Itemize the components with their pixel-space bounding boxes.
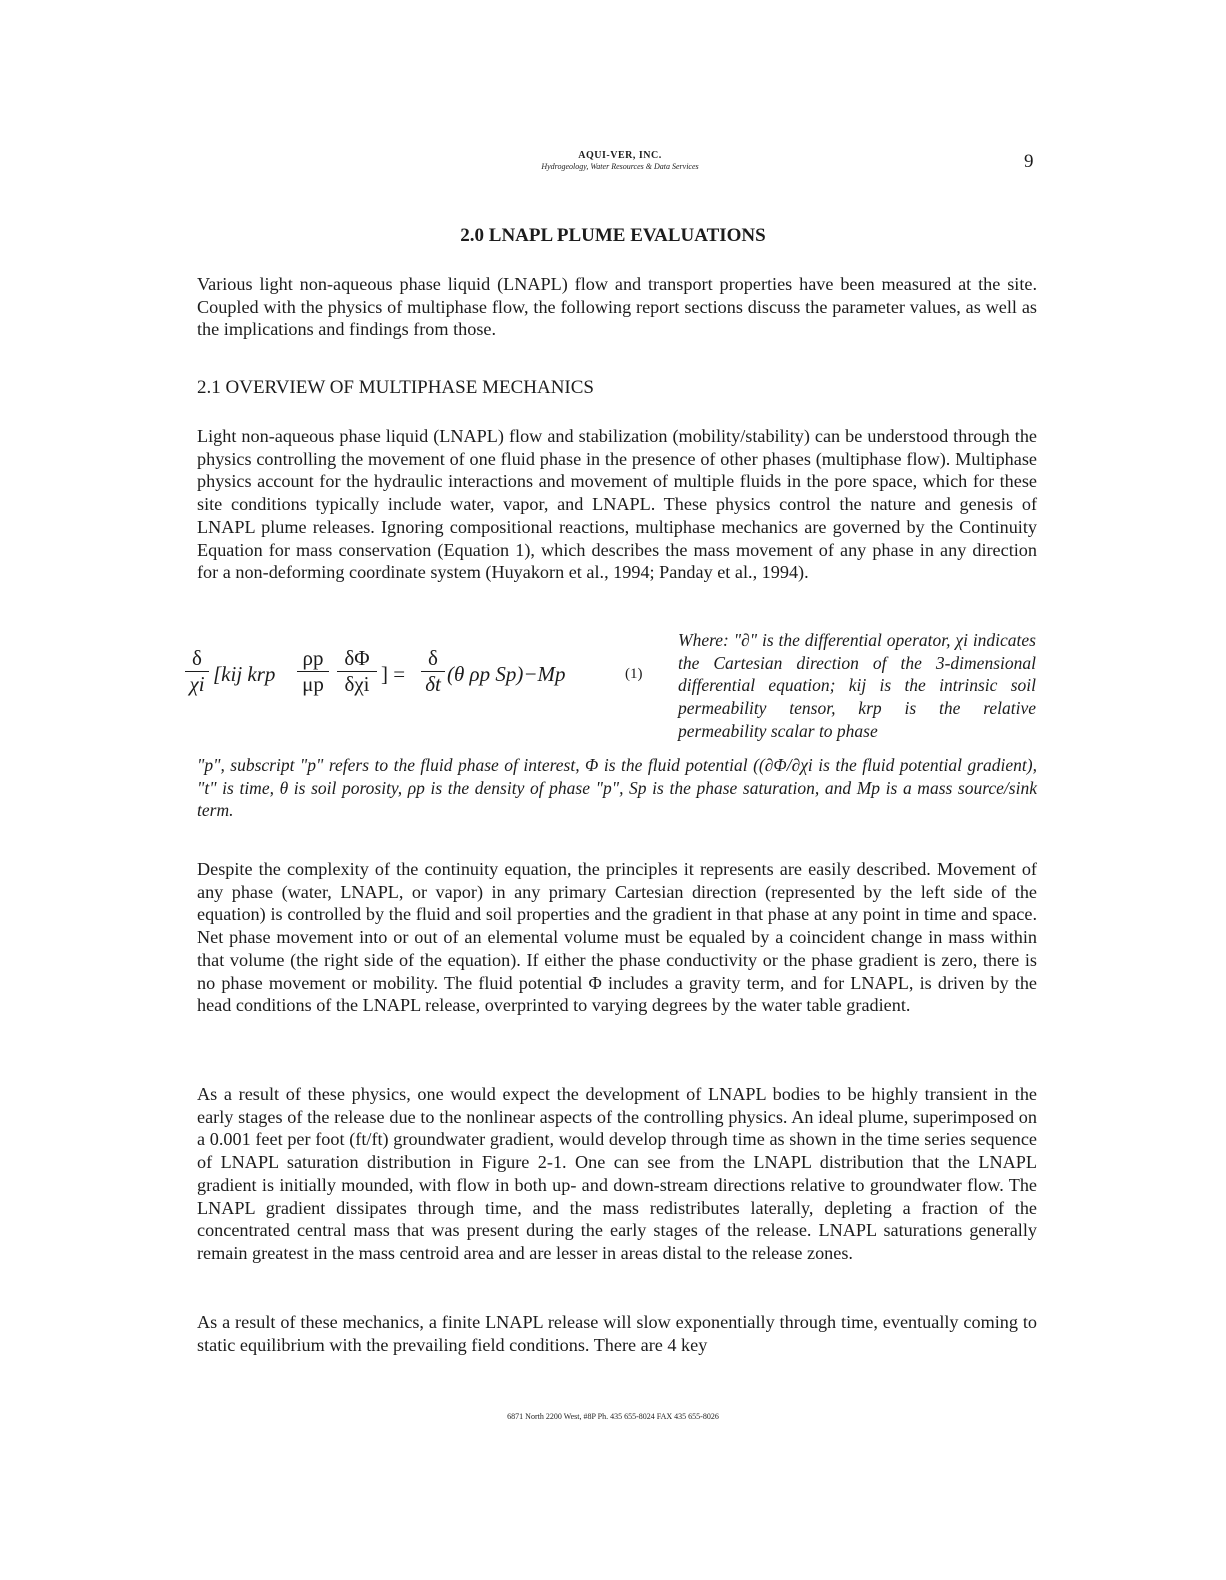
lhs-numerator: δ (192, 646, 202, 670)
rhs-numerator: δ (428, 646, 438, 670)
page-number: 9 (1024, 151, 1034, 172)
continuity-equation (185, 648, 665, 724)
physics-paragraph: As a result of these physics, one would expect the development of LNAPL bodies to be highly transient in the early stages of the release due to the nonlinear aspects of the controlling physics. An ideal plume, superimposed on a 0.001 feet per foot (ft/ft) groundwater gradient, would develop through time as shown in the time series sequence of LNAPL saturation distribution in Figure 2-1. One can see from the LNAPL distribution that the LNAPL gradient is initially mounded, with flow in both up- and down-stream directions relative to groundwater flow. The LNAPL gradient dissipates through time, and the mass redistributes laterally, depleting a fraction of the concentrated central mass that was present during the early stages of the release. LNAPL saturations generally remain greatest in the mass centroid area and are lesser in areas distal to the release zones. (197, 1084, 1037, 1263)
rhs-denominator: δt (421, 671, 445, 695)
equation-definitions: "p", subscript "p" refers to the fluid phase of interest, Φ is the fluid potential ((∂Φ/∂χi is the fluid potential gradient), "t" is time, θ is soil porosity, ρp is the density of phase "p", Sp is the phase saturation, and Mp is a mass source/sink term. (197, 755, 1037, 821)
overview-paragraph: Light non-aqueous phase liquid (LNAPL) flow and stabilization (mobility/stability) can be understood through the physics controlling the movement of one fluid phase in the presence of other phases (multiphase flow). Multiphase physics account for the hydraulic interactions and movement of multiple fluids in the pore space, which for these site conditions typically include water, vapor, and LNAPL. These physics control the nature and genesis of LNAPL plume releases. Ignoring compositional reactions, multiphase mechanics are governed by the Continuity Equation for mass conservation (Equation 1), which describes the mass movement of any phase in any direction for a non-deforming coordinate system (Huyakorn et al., 1994; Panday et al., 1994). (197, 426, 1037, 583)
eq-bracket-close: ] = (381, 662, 406, 686)
equation-where-text: Where: "∂" is the differential operator, χi indicates the Cartesian direction of the 3-dimensional differential equation; kij is the intrinsic soil permeability tensor, krp is the relative permeability scalar to phase (678, 630, 1036, 741)
letterhead (500, 151, 740, 171)
phi-numerator: δΦ (344, 646, 370, 670)
lhs-denominator: χi (185, 671, 209, 695)
rhs-fraction (421, 648, 445, 695)
company-tagline: Hydrogeology, Water Resources & Data Services (541, 162, 699, 171)
mechanics-paragraph: As a result of these mechanics, a finite LNAPL release will slow exponentially through time, eventually coming to static equilibrium with the prevailing field conditions. There are 4 key (197, 1312, 1037, 1355)
intro-paragraph: Various light non-aqueous phase liquid (LNAPL) flow and transport properties have been measured at the site. Coupled with the physics of multiphase flow, the following report sections discuss the parameter values, as well as the implications and findings from those. (197, 274, 1037, 340)
subsection-title: 2.1 OVERVIEW OF MULTIPHASE MECHANICS (197, 377, 594, 398)
rho-fraction (297, 648, 329, 695)
eq-rhs-term: (θ ρp Sp)−Mp (447, 662, 566, 686)
rho-denominator: μp (297, 671, 329, 695)
eq-bracket-open: [kij krp (213, 662, 276, 686)
section-title: 2.0 LNAPL PLUME EVALUATIONS (460, 225, 766, 246)
continuity-paragraph: Despite the complexity of the continuity equation, the principles it represents are easily described. Movement of any phase (water, LNAPL, or vapor) in any primary Cartesian direction (represented by the left side of the equation) is controlled by the fluid and soil properties and the gradient in that phase at any point in time and space. Net phase movement into or out of an elemental volume must be equaled by a coincident change in mass within that volume (the right side of the equation). If either the phase conductivity or the phase gradient is zero, there is no phase movement or mobility. The fluid potential Φ includes a gravity term, and for LNAPL, is driven by the head conditions of the LNAPL release, overprinted to varying degrees by the water table gradient. (197, 859, 1037, 1016)
rho-numerator: ρp (302, 646, 324, 670)
company-name: AQUI-VER, INC. (578, 150, 662, 161)
phi-denominator: δχi (337, 671, 377, 695)
equation-number: (1) (625, 666, 643, 682)
lhs-fraction (185, 648, 209, 695)
phi-fraction (337, 648, 377, 695)
footer-address: 6871 North 2200 West, #8P Ph. 435 655-8024 FAX 435 655-8026 (507, 1412, 719, 1421)
